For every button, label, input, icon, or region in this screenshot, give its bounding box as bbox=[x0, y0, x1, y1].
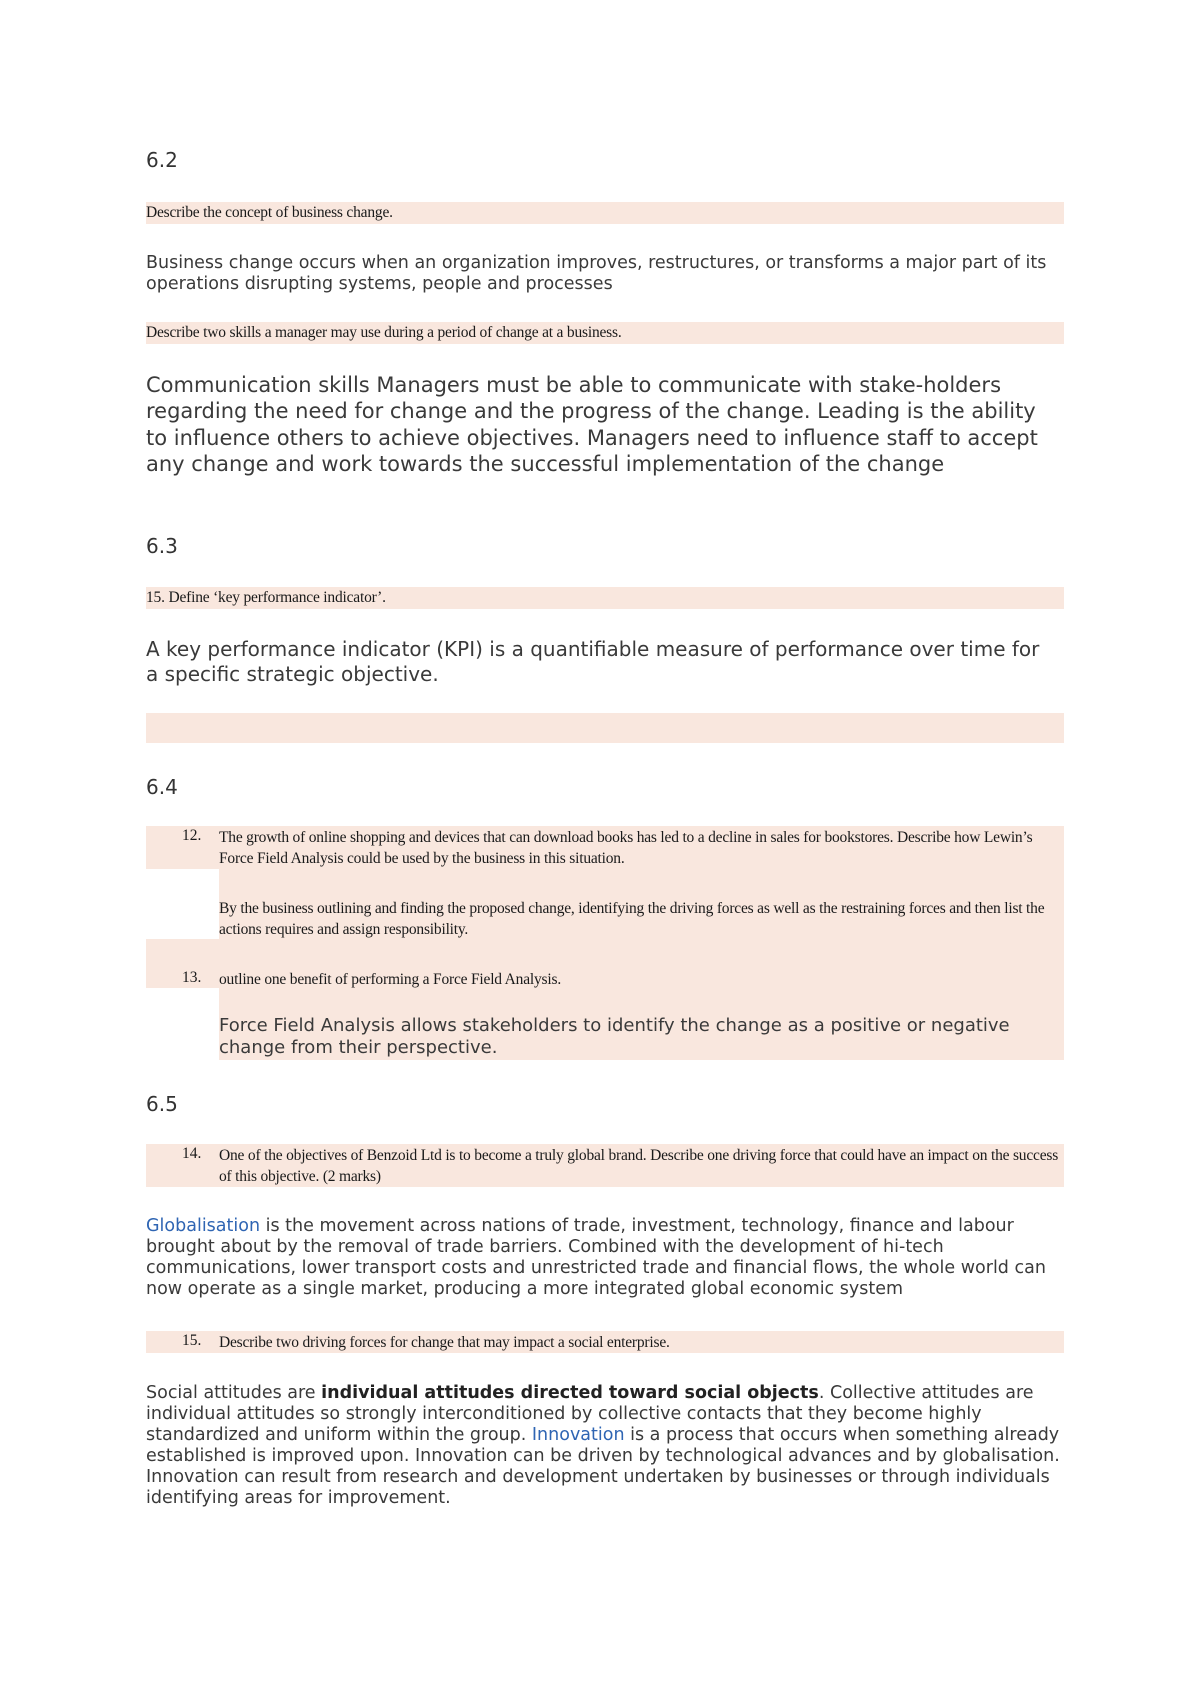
innovation-link[interactable]: Innovation bbox=[531, 1425, 625, 1445]
answer-manager-skills: Communication skills Managers must be able to communicate with stake-holders regarding the need for change and the progress of the change. Leading is the ability to influence others to achieve objectives. Managers need to influence staff to accept any change and work towards the successful implementation of the change bbox=[146, 373, 1038, 477]
list-number-15: 15. bbox=[182, 1332, 202, 1349]
globalisation-link[interactable]: Globalisation bbox=[146, 1216, 261, 1236]
question-kpi: 15. Define ‘key performance indicator’. bbox=[146, 589, 386, 606]
innovation-text: is a process that occurs when something already established is improved upon. Innovation can be driven by technological advances and by globalisation. Innovation can result from research and development undertaken by businesses or through individuals identifying areas for improvement. bbox=[146, 1425, 1060, 1508]
answer-business-change: Business change occurs when an organization improves, restructures, or transforms a major part of its operations disrupting systems, people and processes bbox=[146, 253, 1047, 294]
list-number-12: 12. bbox=[182, 827, 202, 844]
question-manager-skills: Describe two skills a manager may use during a period of change at a business. bbox=[146, 324, 622, 341]
section-heading-6-4: 6.4 bbox=[146, 775, 178, 799]
question-business-change: Describe the concept of business change. bbox=[146, 204, 393, 221]
answer-social-enterprise bbox=[146, 1383, 1066, 1509]
globalisation-text: is the movement across nations of trade, investment, technology, finance and labour brought about by the removal of trade barriers. Combined with the development of hi-tech communications, lower transport costs and unrestricted trade and financial flows, the whole world can now operate as a single market, producing a more integrated global economic system bbox=[146, 1216, 1046, 1299]
answer-force-field-bookstores: By the business outlining and finding the proposed change, identifying the driving forces as well as the restraining forces and then list the actions requires and assign responsibility. bbox=[219, 900, 1045, 938]
list-number-14: 14. bbox=[182, 1145, 202, 1162]
question-global-brand: One of the objectives of Benzoid Ltd is to become a truly global brand. Describe one driving force that could have an impact on the success of this objective. (2 marks) bbox=[219, 1147, 1059, 1185]
section-heading-6-3: 6.3 bbox=[146, 534, 178, 558]
answer-force-field-benefit: Force Field Analysis allows stakeholders to identify the change as a positive or negative change from their perspective. bbox=[219, 1015, 1010, 1058]
social-text-a: Social attitudes are bbox=[146, 1383, 322, 1403]
question-force-field-bookstores: The growth of online shopping and devices that can download books has led to a decline in sales for bookstores. Describe how Lewin’s Force Field Analysis could be used by the business in this situation. bbox=[219, 829, 1033, 867]
answer-globalisation bbox=[146, 1216, 1066, 1300]
social-bold-text: individual attitudes directed toward social objects bbox=[321, 1383, 819, 1403]
question-social-enterprise: Describe two driving forces for change that may impact a social enterprise. bbox=[219, 1334, 670, 1351]
social-text-b: . Collective attitudes are individual attitudes so strongly interconditioned by collective contacts that they become highly standardized and uniform within the group. bbox=[146, 1383, 1034, 1445]
section-heading-6-5: 6.5 bbox=[146, 1092, 178, 1116]
question-force-field-benefit: outline one benefit of performing a Force Field Analysis. bbox=[219, 971, 562, 988]
section-heading-6-2: 6.2 bbox=[146, 148, 178, 172]
list-number-13: 13. bbox=[182, 969, 202, 986]
answer-kpi: A key performance indicator (KPI) is a quantifiable measure of performance over time for a specific strategic objective. bbox=[146, 637, 1040, 686]
empty-highlight-band bbox=[146, 713, 1064, 743]
